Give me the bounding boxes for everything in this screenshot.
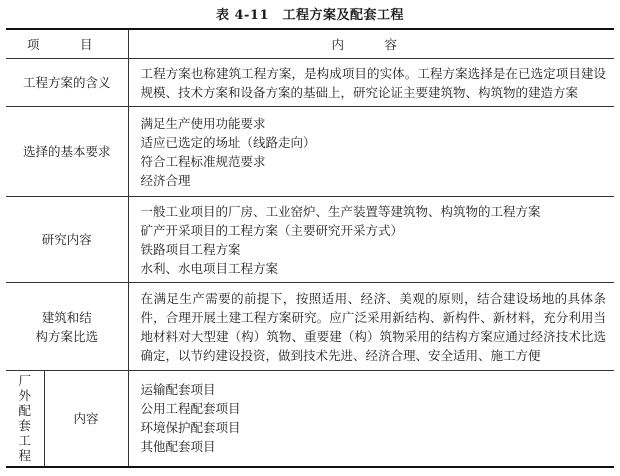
vertical-label: 厂外配套工程 <box>18 373 31 464</box>
row-group-label-external <box>6 371 44 467</box>
table-row <box>6 371 614 467</box>
row-content-meaning: 工程方案也称建筑工程方案，是构成项目的实体。工程方案选择是在已选定项目建设规模、技术方案和设备方案的基础上，研究论证主要建筑物、构筑物的建造方案 <box>128 59 614 107</box>
list-item: 运输配套项目 <box>140 382 216 398</box>
row-content-requirements <box>128 107 614 197</box>
table-row <box>6 59 614 107</box>
row-label-comparison <box>6 283 128 371</box>
list-item: 公用工程配套项目 <box>140 401 241 417</box>
row-label-external-content: 内容 <box>44 371 128 467</box>
list-item: 铁路项目工程方案 <box>140 241 241 257</box>
list-item: 适应已选定的场址（线路走向） <box>140 134 316 150</box>
table-row <box>6 107 614 197</box>
row-label-requirements: 选择的基本要求 <box>6 107 128 197</box>
label-line: 建筑和结 <box>41 309 92 325</box>
list-item: 水利、水电项目工程方案 <box>140 260 279 276</box>
label-line: 构方案比选 <box>35 328 99 344</box>
list-item: 一般工业项目的厂房、工业窑炉、生产装置等建筑物、构筑物的工程方案 <box>140 203 541 219</box>
list-item: 环境保护配套项目 <box>140 420 241 436</box>
engineering-plan-table <box>6 28 614 468</box>
list-item: 矿产开采项目的工程方案（主要研究开采方式） <box>140 222 404 238</box>
row-label-meaning: 工程方案的含义 <box>6 59 128 107</box>
header-content: 内 容 <box>128 29 614 59</box>
row-content-external <box>128 371 614 467</box>
list-item: 其他配套项目 <box>140 439 216 455</box>
row-label-research: 研究内容 <box>6 197 128 283</box>
row-content-comparison: 在满足生产需要的前提下，按照适用、经济、美观的原则，结合建设场地的具体条件，合理开展土建工程方案研究。应广泛采用新结构、新构件、新材料，充分利用当地材料对大型建（构）筑物、重要建（构）筑物采用的结构方案应通过经济技术比选确定，以节约建设投资，做到技术先进、经济合理、安全适用、施工方便 <box>128 283 614 371</box>
table-title: 表 4-11 工程方案及配套工程 <box>215 8 405 23</box>
row-content-research <box>128 197 614 283</box>
list-item: 经济合理 <box>140 172 191 188</box>
header-item: 项 目 <box>6 29 128 59</box>
list-item: 符合工程标准规范要求 <box>140 153 266 169</box>
table-row <box>6 283 614 371</box>
table-header-row <box>6 29 614 59</box>
list-item: 满足生产使用功能要求 <box>140 115 266 131</box>
table-row <box>6 197 614 283</box>
